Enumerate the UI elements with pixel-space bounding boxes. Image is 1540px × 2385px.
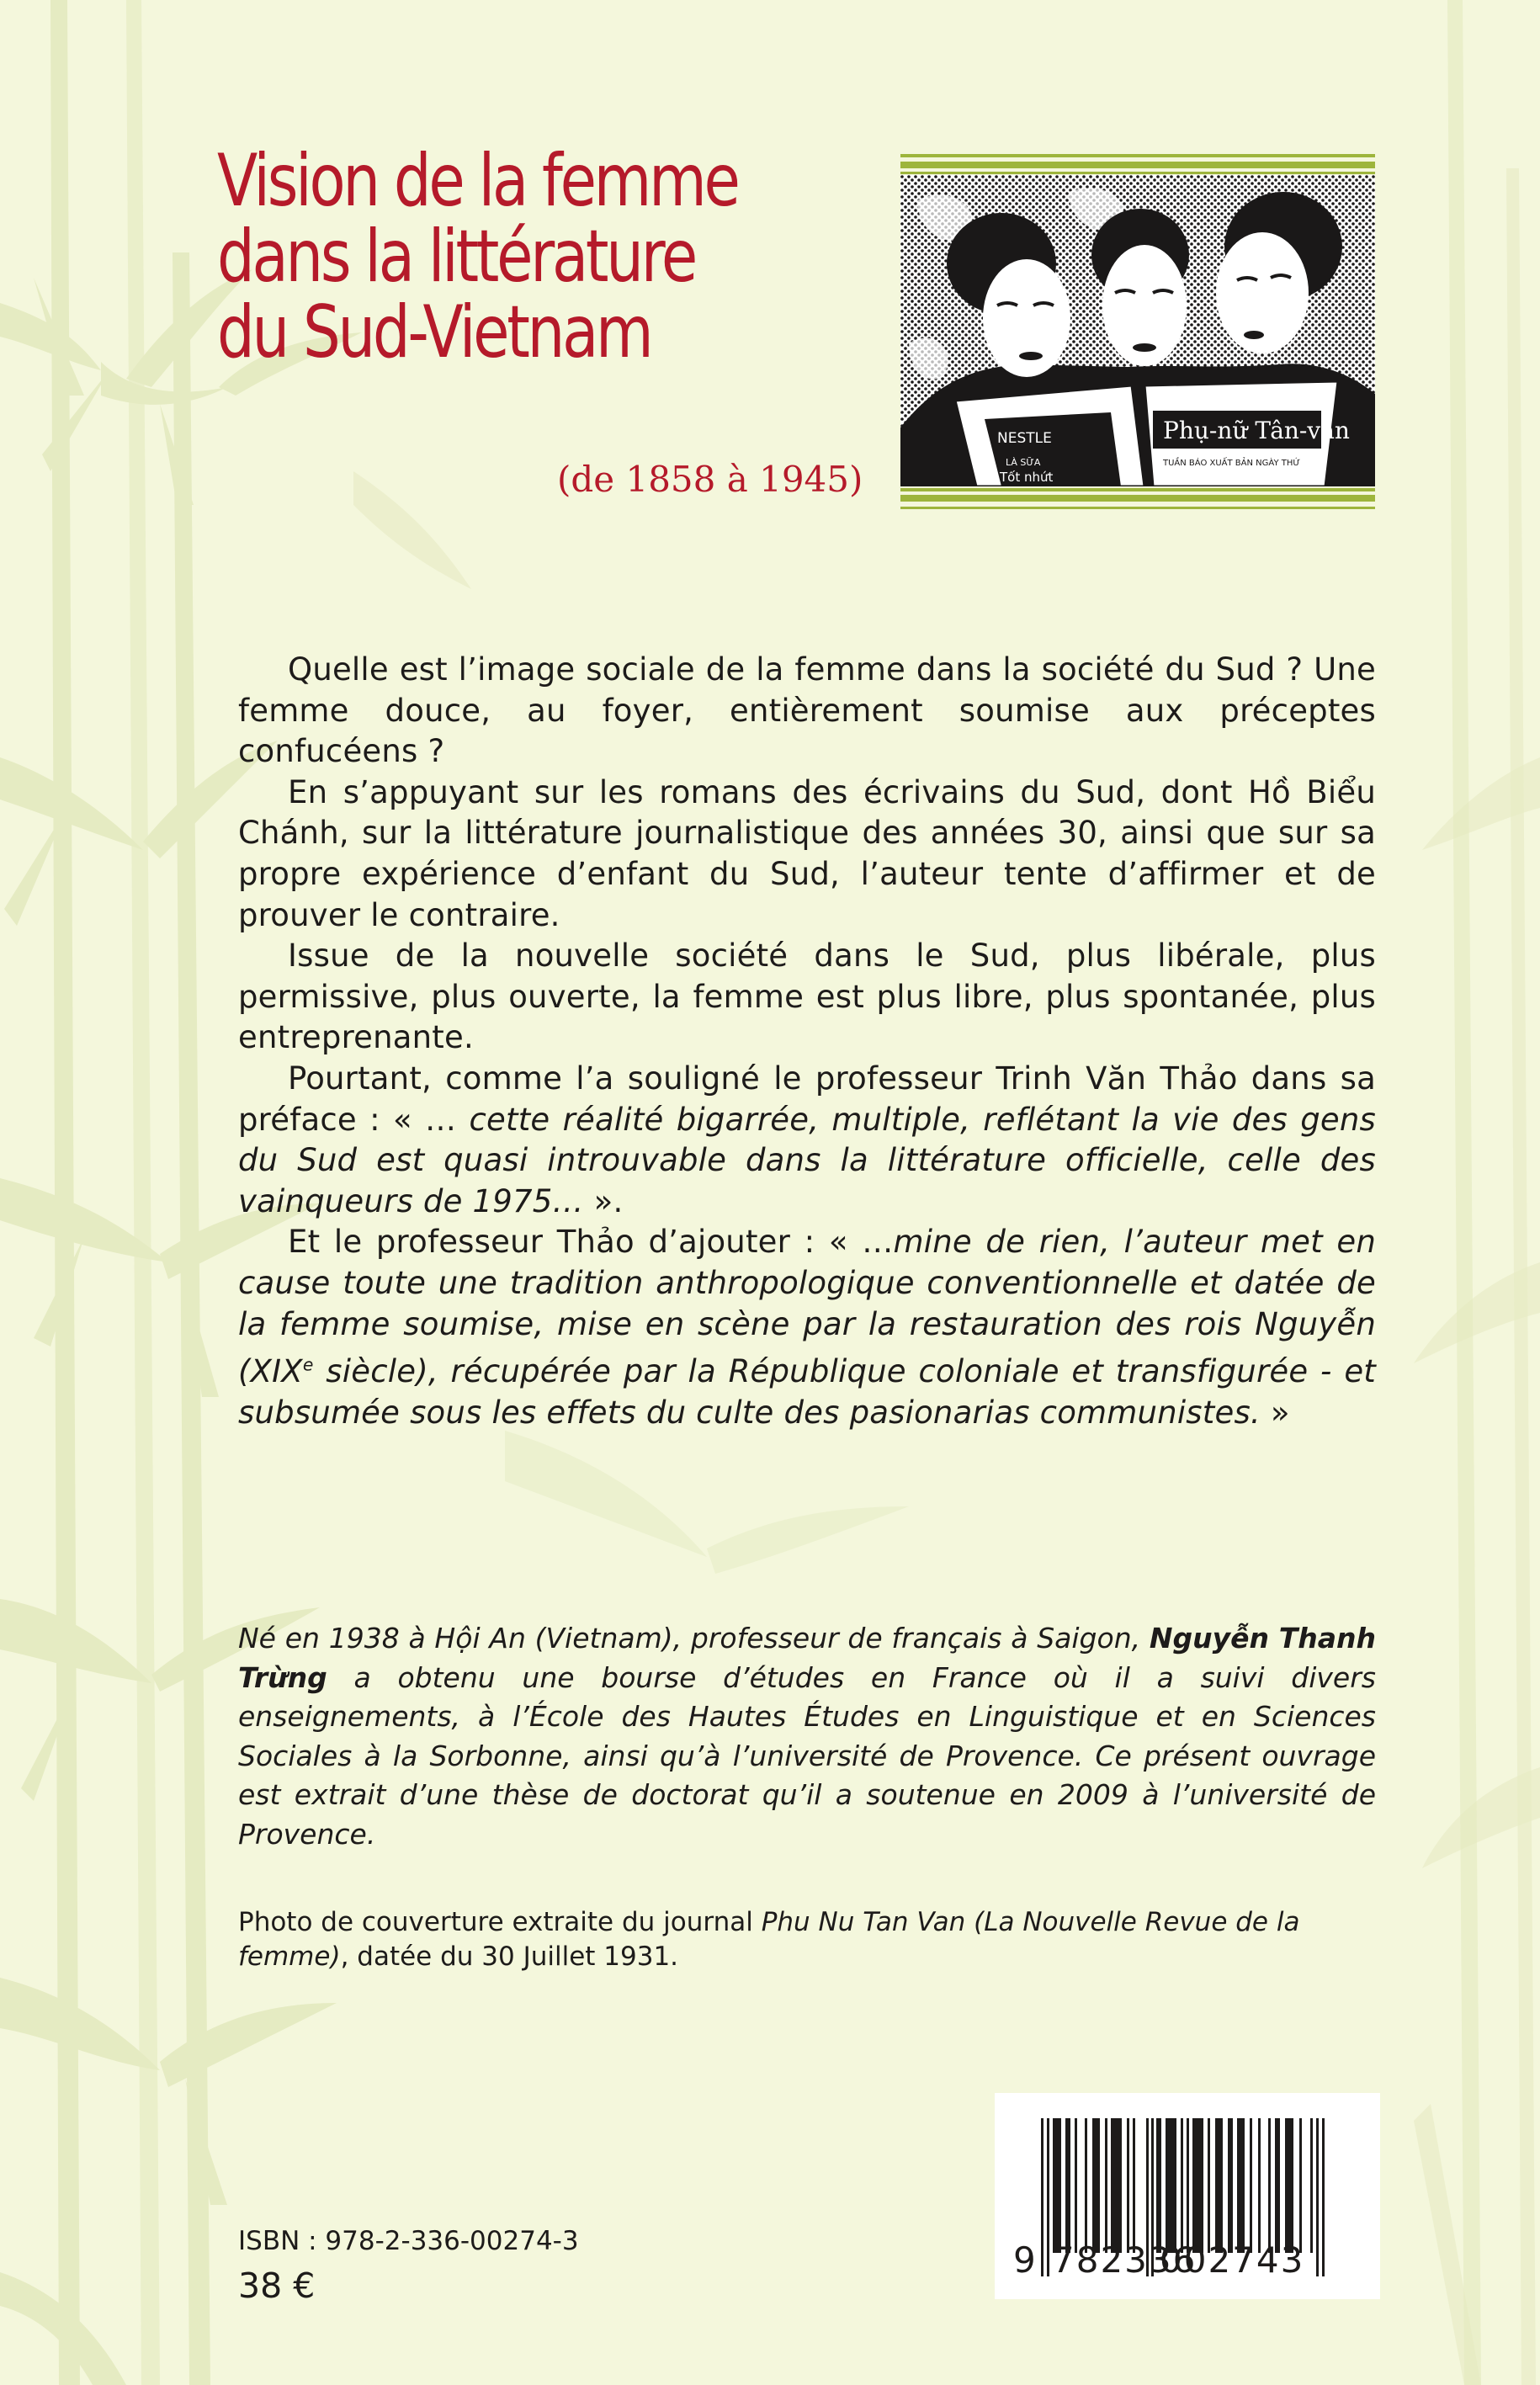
ad-text-3: Tốt nhứt <box>1000 470 1054 485</box>
preface-quote: cette réalité bigarrée, multiple, reflétant la vie des gens du Sud est quasi introuvable dans la littérature officielle, celle des vainqueurs de 1975… <box>238 1101 1376 1219</box>
book-title <box>217 138 741 374</box>
ad-text-1: NESTLE <box>997 430 1052 447</box>
frame-rule <box>900 495 1375 502</box>
journal-name: Phu Nu Tan Van (La Nouvelle Revue de la femme) <box>238 1907 1300 1972</box>
blurb-paragraph-quote: Et le professeur Thảo d’ajouter : « …mine de rien, l’auteur met en cause toute une tradition anthropologique conventionnelle et datée de la femme soumise, mise en scène par la restauration des rois Nguyễn (XIXe siècle), récupérée par la République coloniale et transfigurée - et subsumée sous les effets du culte des pasionarias communistes. » <box>238 1224 1377 1432</box>
book-subtitle: (de 1858 à 1945) <box>557 459 863 500</box>
professor-quote: mine de rien, l’auteur met en cause toute une tradition anthropologique conventionnelle et datée de la femme soumise, mise en scène par la restauration des rois Nguyễn (XIXe siècle), récupérée par la République coloniale et transfigurée - et subsumée sous les effets du culte des pasionarias communistes. <box>238 1224 1377 1432</box>
title-line-2: dans la littérature <box>217 214 695 299</box>
photo-credit: Photo de couverture extraite du journal Phu Nu Tan Van (La Nouvelle Revue de la femme), datée du 30 Juillet 1931. <box>238 1907 1300 1972</box>
barcode: 9 782336 002743 <box>995 2093 1380 2299</box>
ad-text-2: LÀ SỮA <box>1006 457 1041 468</box>
frame-rule <box>900 172 1375 174</box>
author-bio: Né en 1938 à Hội An (Vietnam), professeur de français à Saigon, Nguyễn Thanh Trừng a obtenu une bourse d’études en France où il a suivi divers enseignements, à l’École des Hautes Études en Linguistique et en Sciences Sociales à la Sorbonne, ainsi qu’à l’université de Provence. Ce présent ouvrage est extrait d’une thèse de doctorat qu’il a soutenue en 2009 à l’université de Provence. <box>238 1622 1376 1851</box>
blurb-paragraph: En s’appuyant sur les romans des écrivains du Sud, dont Hồ Biểu Chánh, sur la littérature journalistique des années 30, ainsi que sur sa propre expérience d’enfant du Sud, l’auteur tente d’affirmer et de prouver le contraire. <box>238 773 1376 933</box>
magazine-subtitle: TUẦN BÁO XUẤT BẢN NGÀY THỨ <box>1163 459 1300 468</box>
title-line-3: du Sud-Vietnam <box>217 289 651 374</box>
frame-rule <box>900 162 1375 168</box>
price: 38 € <box>238 2265 316 2306</box>
blurb-paragraph: Quelle est l’image sociale de la femme dans la société du Sud ? Une femme douce, au foyer, entièrement soumise aux préceptes confucéens ? <box>238 651 1376 770</box>
frame-rule <box>900 507 1375 509</box>
three-women-reading-illustration <box>900 175 1375 486</box>
author-name: Nguyễn Thanh Trừng <box>238 1622 1376 1694</box>
blurb <box>238 650 1376 1434</box>
frame-rule <box>900 154 1375 157</box>
magazine-title: Phụ-nữ Tân-văn <box>1163 417 1350 444</box>
cover-illustration <box>900 154 1375 509</box>
title-line-1: Vision de la femme <box>217 138 738 223</box>
frame-rule <box>900 488 1375 491</box>
blurb-paragraph-quote: Pourtant, comme l’a souligné le professeur Trinh Văn Thảo dans sa préface : « … cette réalité bigarrée, multiple, reflétant la vie des gens du Sud est quasi introuvable dans la littérature officielle, celle des vainqueurs de 1975… ». <box>238 1060 1376 1219</box>
blurb-paragraph: Issue de la nouvelle société dans le Sud, plus libérale, plus permissive, plus ouverte, la femme est plus libre, plus spontanée, plus entreprenante. <box>238 938 1376 1056</box>
isbn: ISBN : 978-2-336-00274-3 <box>238 2226 579 2256</box>
